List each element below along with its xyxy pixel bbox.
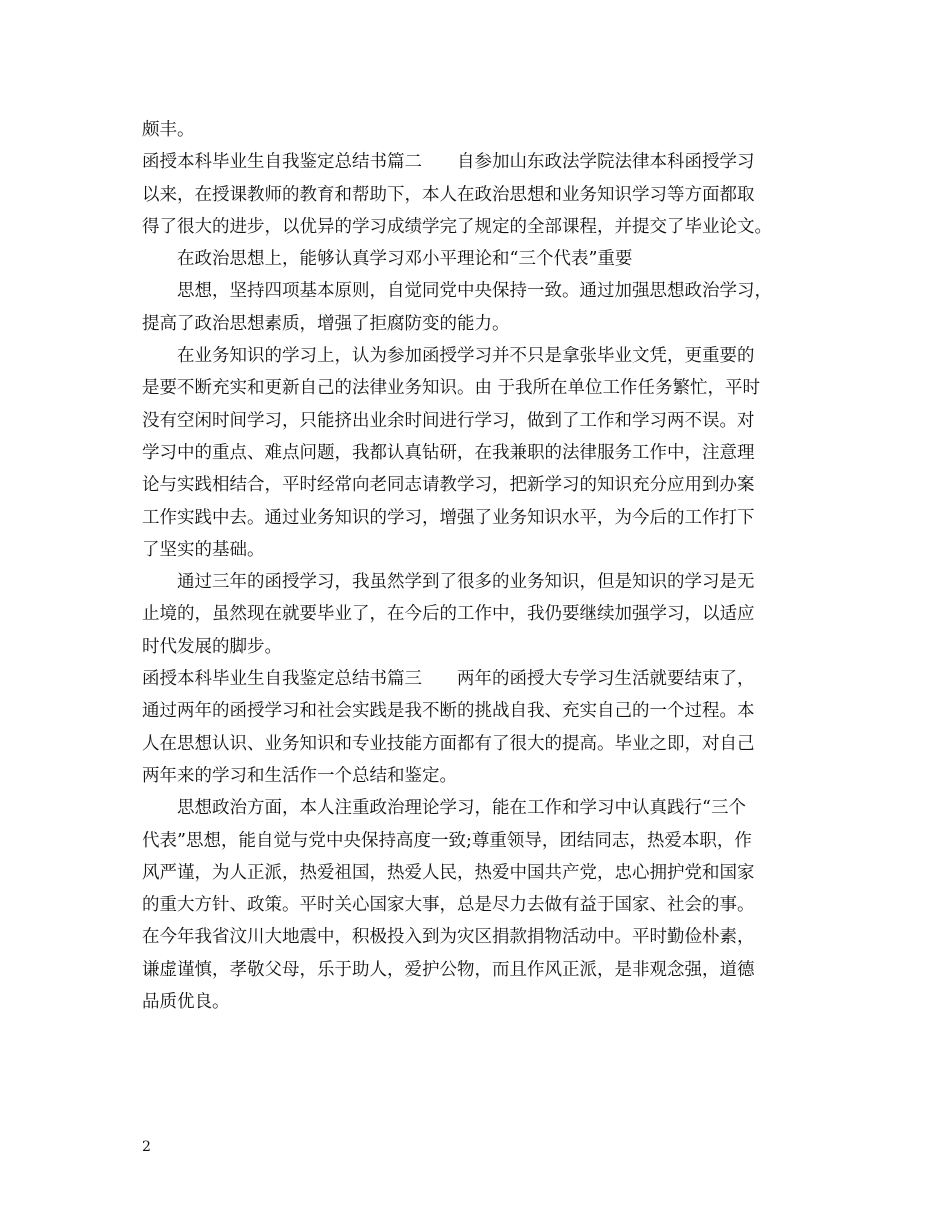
text-line: 代表”思想，能自觉与党中央保持高度一致;尊重领导，团结同志，热爱本职，作 [142, 830, 752, 851]
text-line: 时代发展的脚步。 [142, 636, 282, 657]
text-line: 颇丰。 [142, 120, 195, 140]
text-line: 是要不断充实和更新自己的法律业务知识。由 于我所在单位工作任务繁忙，平时 [142, 378, 761, 399]
text-line: 谦虚谨慎，孝敬父母，乐于助人，爱护公物，而且作风正派，是非观念强，道德 [142, 959, 755, 980]
text-line: 风严谨，为人正派，热爱祖国，热爱人民，热爱中国共产党，忠心拥护党和国家 [142, 862, 755, 883]
text-line: 得了很大的进步，以优异的学习成绩学完了规定的全部课程，并提交了毕业论文。 [142, 216, 772, 237]
page-number: 2 [142, 1139, 151, 1155]
text-line: 在业务知识的学习上，认为参加函授学习并不只是拿张毕业文凭，更重要的 [142, 346, 755, 367]
text-line: 的重大方针、政策。平时关心国家大事，总是尽力去做有益于国家、社会的事。 [142, 895, 755, 916]
text-line: 止境的，虽然现在就要毕业了，在今后的工作中，我仍要继续加强学习，以适应 [142, 604, 755, 625]
text-line: 学习中的重点、难点问题，我都认真钻研，在我兼职的法律服务工作中，注意理 [142, 442, 755, 463]
text-line: 了坚实的基础。 [142, 539, 265, 560]
text-line: 以来，在授课教师的教育和帮助下，本人在政治思想和业务知识学习等方面都取 [142, 184, 755, 205]
text-line: 提高了政治思想素质，增强了拒腐防变的能力。 [142, 313, 510, 334]
section-heading-line: 函授本科毕业生自我鉴定总结书篇三 两年的函授大专学习生活就要结束了， [142, 669, 755, 690]
text-line: 人在思想认识、业务知识和专业技能方面都有了很大的提高。毕业之即，对自己 [142, 733, 755, 754]
text-line: 工作实践中去。通过业务知识的学习，增强了业务知识水平，为今后的工作打下 [142, 507, 755, 528]
text-line: 两年来的学习和生活作一个总结和鉴定。 [142, 765, 457, 786]
text-line: 在今年我省汶川大地震中，积极投入到为灾区捐款捐物活动中。平时勤俭朴素， [142, 927, 755, 948]
document-body [142, 114, 814, 1018]
text-line: 思想政治方面，本人注重政治理论学习，能在工作和学习中认真践行“三个 [142, 798, 746, 819]
text-line: 通过两年的函授学习和社会实践是我不断的挑战自我、充实自己的一个过程。本 [142, 701, 755, 722]
text-line: 论与实践相结合，平时经常向老同志请教学习，把新学习的知识充分应用到办案 [142, 475, 755, 496]
text-line: 在政治思想上，能够认真学习邓小平理论和“三个代表”重要 [142, 249, 633, 270]
text-line: 没有空闲时间学习，只能挤出业余时间进行学习，做到了工作和学习两不误。对 [142, 410, 755, 431]
text-line: 通过三年的函授学习，我虽然学到了很多的业务知识，但是知识的学习是无 [142, 572, 755, 593]
text-line: 思想，坚持四项基本原则，自觉同党中央保持一致。通过加强思想政治学习， [142, 281, 772, 302]
section-heading-line: 函授本科毕业生自我鉴定总结书篇二 自参加山东政法学院法律本科函授学习 [142, 152, 755, 173]
text-line: 品质优良。 [142, 992, 230, 1013]
